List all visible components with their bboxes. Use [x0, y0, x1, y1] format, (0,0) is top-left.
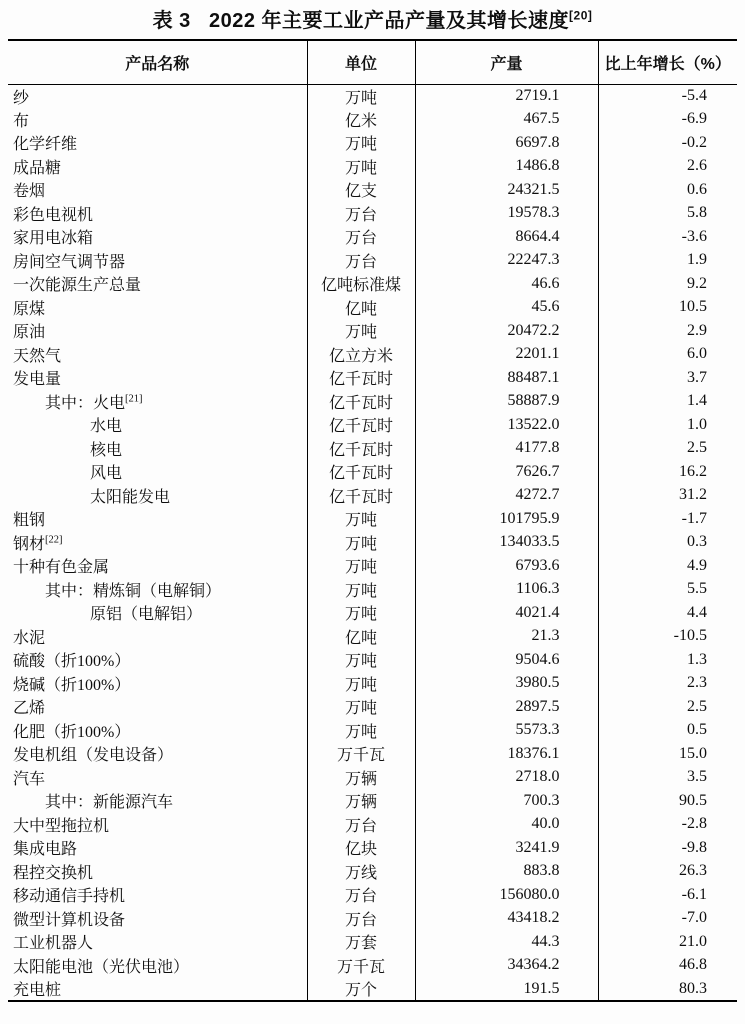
growth-cell: 2.9: [598, 319, 737, 343]
output-cell: 8664.4: [415, 225, 598, 249]
product-name: 烧碱（折100%）: [13, 676, 131, 694]
output-cell: 4021.4: [415, 601, 598, 625]
table-row: [8, 601, 737, 625]
product-name: 其中：精炼铜（电解铜）: [45, 582, 222, 600]
table-row: [8, 742, 737, 766]
unit-cell: 亿千瓦时: [307, 390, 415, 414]
output-cell: 24321.5: [415, 178, 598, 202]
product-name: 粗钢: [13, 512, 46, 530]
output-cell: 3241.9: [415, 836, 598, 860]
output-cell: 2719.1: [415, 84, 598, 108]
unit-cell: 万千瓦: [307, 742, 415, 766]
unit-cell: 万吨: [307, 601, 415, 625]
product-name: 风电: [90, 465, 123, 483]
growth-cell: 1.3: [598, 648, 737, 672]
unit-cell: 万辆: [307, 766, 415, 790]
unit-cell: 万台: [307, 249, 415, 273]
product-name-cell: [8, 249, 307, 273]
unit-cell: 万吨: [307, 578, 415, 602]
product-name-cell: [8, 883, 307, 907]
product-name: 天然气: [13, 347, 62, 365]
table-row: [8, 366, 737, 390]
unit-cell: 万吨: [307, 695, 415, 719]
product-name-cell: [8, 648, 307, 672]
product-name: 化学纤维: [13, 136, 78, 154]
unit-cell: 万辆: [307, 789, 415, 813]
growth-cell: 2.5: [598, 695, 737, 719]
product-name-cell: [8, 131, 307, 155]
growth-cell: -5.4: [598, 84, 737, 108]
growth-cell: 3.5: [598, 766, 737, 790]
table-row: [8, 460, 737, 484]
output-cell: 34364.2: [415, 954, 598, 978]
product-name: 太阳能发电: [90, 488, 171, 506]
unit-cell: 亿吨: [307, 625, 415, 649]
output-cell: 101795.9: [415, 507, 598, 531]
product-name: 水泥: [13, 629, 46, 647]
header-output: 产量: [415, 40, 598, 84]
unit-cell: 万吨: [307, 131, 415, 155]
output-cell: 19578.3: [415, 202, 598, 226]
product-name-cell: [8, 554, 307, 578]
table-row: [8, 836, 737, 860]
table-row: [8, 578, 737, 602]
growth-cell: -6.9: [598, 108, 737, 132]
growth-cell: 4.4: [598, 601, 737, 625]
table-row: [8, 625, 737, 649]
unit-cell: 亿支: [307, 178, 415, 202]
output-cell: 40.0: [415, 813, 598, 837]
product-name: 核电: [90, 441, 123, 459]
product-name: 十种有色金属: [13, 559, 110, 577]
unit-cell: 万台: [307, 883, 415, 907]
unit-cell: 亿块: [307, 836, 415, 860]
unit-cell: 万套: [307, 930, 415, 954]
table-title: [0, 0, 745, 34]
growth-cell: 0.3: [598, 531, 737, 555]
growth-cell: -0.2: [598, 131, 737, 155]
output-cell: 4272.7: [415, 484, 598, 508]
table-row: [8, 719, 737, 743]
table-row: [8, 343, 737, 367]
product-name: 乙烯: [13, 700, 46, 718]
product-name-cell: [8, 178, 307, 202]
output-cell: 4177.8: [415, 437, 598, 461]
growth-cell: 2.5: [598, 437, 737, 461]
growth-cell: 4.9: [598, 554, 737, 578]
table-row: [8, 108, 737, 132]
unit-cell: 万吨: [307, 648, 415, 672]
growth-cell: 16.2: [598, 460, 737, 484]
growth-cell: 0.5: [598, 719, 737, 743]
growth-cell: 26.3: [598, 860, 737, 884]
product-name: 布: [13, 112, 30, 130]
unit-cell: 亿吨标准煤: [307, 272, 415, 296]
growth-cell: 9.2: [598, 272, 737, 296]
growth-cell: 1.0: [598, 413, 737, 437]
output-cell: 9504.6: [415, 648, 598, 672]
footnote-ref: [21]: [125, 393, 143, 405]
product-name: 其中：新能源汽车: [45, 794, 174, 812]
header-product-name: 产品名称: [8, 40, 307, 84]
product-name-cell: [8, 84, 307, 108]
product-name-cell: [8, 766, 307, 790]
table-row: [8, 390, 737, 414]
output-cell: 2201.1: [415, 343, 598, 367]
table-row: [8, 178, 737, 202]
unit-cell: 万吨: [307, 554, 415, 578]
product-name: 发电量: [13, 371, 62, 389]
product-name: 原铝（电解铝）: [90, 606, 203, 624]
product-name-cell: [8, 907, 307, 931]
product-name: 钢材: [13, 535, 46, 553]
output-cell: 700.3: [415, 789, 598, 813]
product-name: 成品糖: [13, 159, 62, 177]
unit-cell: 万吨: [307, 84, 415, 108]
product-name: 程控交换机: [13, 864, 94, 882]
table-row: [8, 695, 737, 719]
table-row: [8, 155, 737, 179]
unit-cell: 万台: [307, 813, 415, 837]
unit-cell: 万台: [307, 225, 415, 249]
output-cell: 134033.5: [415, 531, 598, 555]
table-title-footnote-ref: [20]: [569, 8, 593, 23]
product-name-cell: [8, 742, 307, 766]
product-name: 汽车: [13, 770, 46, 788]
table-row: [8, 531, 737, 555]
product-name-cell: [8, 202, 307, 226]
table-row: [8, 296, 737, 320]
growth-cell: 1.9: [598, 249, 737, 273]
table-row: [8, 789, 737, 813]
unit-cell: 亿立方米: [307, 343, 415, 367]
table-row: [8, 907, 737, 931]
output-cell: 88487.1: [415, 366, 598, 390]
product-name-cell: [8, 789, 307, 813]
output-cell: 191.5: [415, 977, 598, 1001]
table-row: [8, 202, 737, 226]
unit-cell: 万线: [307, 860, 415, 884]
growth-cell: 0.6: [598, 178, 737, 202]
product-name-cell: [8, 813, 307, 837]
product-name: 化肥（折100%）: [13, 723, 131, 741]
product-name-cell: [8, 366, 307, 390]
growth-cell: -7.0: [598, 907, 737, 931]
product-name-cell: [8, 977, 307, 1001]
growth-cell: 31.2: [598, 484, 737, 508]
product-name-cell: [8, 531, 307, 555]
table-header-row: [8, 40, 737, 84]
output-cell: 2897.5: [415, 695, 598, 719]
output-cell: 6793.6: [415, 554, 598, 578]
unit-cell: 亿千瓦时: [307, 437, 415, 461]
product-name: 彩色电视机: [13, 206, 94, 224]
unit-cell: 万千瓦: [307, 954, 415, 978]
table-row: [8, 131, 737, 155]
product-name-cell: [8, 954, 307, 978]
growth-cell: -1.7: [598, 507, 737, 531]
table-row: [8, 507, 737, 531]
unit-cell: 万吨: [307, 155, 415, 179]
output-cell: 18376.1: [415, 742, 598, 766]
product-name-cell: [8, 272, 307, 296]
product-name: 太阳能电池（光伏电池）: [13, 958, 190, 976]
growth-cell: 46.8: [598, 954, 737, 978]
table-title-text: 表 3 2022 年主要工业产品产量及其增长速度: [152, 10, 570, 32]
output-cell: 58887.9: [415, 390, 598, 414]
product-name-cell: [8, 625, 307, 649]
product-name-cell: [8, 672, 307, 696]
output-cell: 43418.2: [415, 907, 598, 931]
product-name: 家用电冰箱: [13, 230, 94, 248]
unit-cell: 万吨: [307, 719, 415, 743]
table-row: [8, 225, 737, 249]
product-name: 发电机组（发电设备）: [13, 747, 174, 765]
table-row: [8, 554, 737, 578]
output-cell: 7626.7: [415, 460, 598, 484]
product-name: 硫酸（折100%）: [13, 653, 131, 671]
table-row: [8, 437, 737, 461]
table-row: [8, 860, 737, 884]
header-growth: 比上年增长（%）: [598, 40, 737, 84]
product-name-cell: [8, 836, 307, 860]
unit-cell: 万吨: [307, 507, 415, 531]
table-body: [8, 84, 737, 1001]
product-name-cell: [8, 296, 307, 320]
growth-cell: 3.7: [598, 366, 737, 390]
product-name: 原油: [13, 324, 46, 342]
growth-cell: -9.8: [598, 836, 737, 860]
unit-cell: 万吨: [307, 319, 415, 343]
table-row: [8, 883, 737, 907]
unit-cell: 亿千瓦时: [307, 460, 415, 484]
table-row: [8, 977, 737, 1001]
table-row: [8, 319, 737, 343]
product-name-cell: [8, 460, 307, 484]
growth-cell: 6.0: [598, 343, 737, 367]
product-name: 大中型拖拉机: [13, 817, 110, 835]
product-name: 微型计算机设备: [13, 911, 126, 929]
product-name: 集成电路: [13, 841, 78, 859]
output-cell: 883.8: [415, 860, 598, 884]
unit-cell: 亿吨: [307, 296, 415, 320]
unit-cell: 万台: [307, 202, 415, 226]
product-name-cell: [8, 601, 307, 625]
product-name-cell: [8, 719, 307, 743]
output-cell: 467.5: [415, 108, 598, 132]
product-name-cell: [8, 343, 307, 367]
product-name-cell: [8, 319, 307, 343]
unit-cell: 亿米: [307, 108, 415, 132]
product-name-cell: [8, 437, 307, 461]
output-cell: 156080.0: [415, 883, 598, 907]
table-row: [8, 272, 737, 296]
footnote-ref: [22]: [45, 534, 63, 546]
growth-cell: -6.1: [598, 883, 737, 907]
product-name-cell: [8, 507, 307, 531]
output-cell: 20472.2: [415, 319, 598, 343]
unit-cell: 亿千瓦时: [307, 366, 415, 390]
output-cell: 21.3: [415, 625, 598, 649]
growth-cell: 5.8: [598, 202, 737, 226]
growth-cell: 21.0: [598, 930, 737, 954]
growth-cell: 80.3: [598, 977, 737, 1001]
table-row: [8, 249, 737, 273]
unit-cell: 亿千瓦时: [307, 484, 415, 508]
table-row: [8, 672, 737, 696]
product-name-cell: [8, 413, 307, 437]
output-cell: 44.3: [415, 930, 598, 954]
unit-cell: 万台: [307, 907, 415, 931]
product-name-cell: [8, 484, 307, 508]
table-row: [8, 813, 737, 837]
table-row: [8, 766, 737, 790]
product-name: 充电桩: [13, 982, 62, 999]
growth-cell: 15.0: [598, 742, 737, 766]
product-name-cell: [8, 860, 307, 884]
growth-cell: -3.6: [598, 225, 737, 249]
product-name: 工业机器人: [13, 935, 94, 953]
output-cell: 46.6: [415, 272, 598, 296]
product-name-cell: [8, 695, 307, 719]
product-name: 水电: [90, 418, 123, 436]
industrial-products-table: [8, 39, 737, 1002]
output-cell: 45.6: [415, 296, 598, 320]
table-row: [8, 84, 737, 108]
growth-cell: 5.5: [598, 578, 737, 602]
unit-cell: 万吨: [307, 672, 415, 696]
growth-cell: -2.8: [598, 813, 737, 837]
growth-cell: 10.5: [598, 296, 737, 320]
product-name-cell: [8, 930, 307, 954]
table-row: [8, 413, 737, 437]
product-name: 卷烟: [13, 183, 46, 201]
growth-cell: 90.5: [598, 789, 737, 813]
unit-cell: 万个: [307, 977, 415, 1001]
table-row: [8, 954, 737, 978]
output-cell: 22247.3: [415, 249, 598, 273]
output-cell: 1486.8: [415, 155, 598, 179]
output-cell: 2718.0: [415, 766, 598, 790]
table-row: [8, 484, 737, 508]
product-name-cell: [8, 108, 307, 132]
output-cell: 1106.3: [415, 578, 598, 602]
unit-cell: 万吨: [307, 531, 415, 555]
product-name: 其中：火电: [45, 394, 126, 412]
product-name-cell: [8, 225, 307, 249]
output-cell: 3980.5: [415, 672, 598, 696]
product-name: 一次能源生产总量: [13, 277, 142, 295]
growth-cell: 2.3: [598, 672, 737, 696]
table-row: [8, 648, 737, 672]
unit-cell: 亿千瓦时: [307, 413, 415, 437]
output-cell: 13522.0: [415, 413, 598, 437]
output-cell: 5573.3: [415, 719, 598, 743]
output-cell: 6697.8: [415, 131, 598, 155]
product-name: 房间空气调节器: [13, 253, 126, 271]
product-name-cell: [8, 155, 307, 179]
product-name: 移动通信手持机: [13, 888, 126, 906]
product-name: 原煤: [13, 300, 46, 318]
product-name: 纱: [13, 89, 30, 107]
growth-cell: 1.4: [598, 390, 737, 414]
growth-cell: 2.6: [598, 155, 737, 179]
product-name-cell: [8, 390, 307, 414]
growth-cell: -10.5: [598, 625, 737, 649]
header-unit: 单位: [307, 40, 415, 84]
product-name-cell: [8, 578, 307, 602]
table-row: [8, 930, 737, 954]
